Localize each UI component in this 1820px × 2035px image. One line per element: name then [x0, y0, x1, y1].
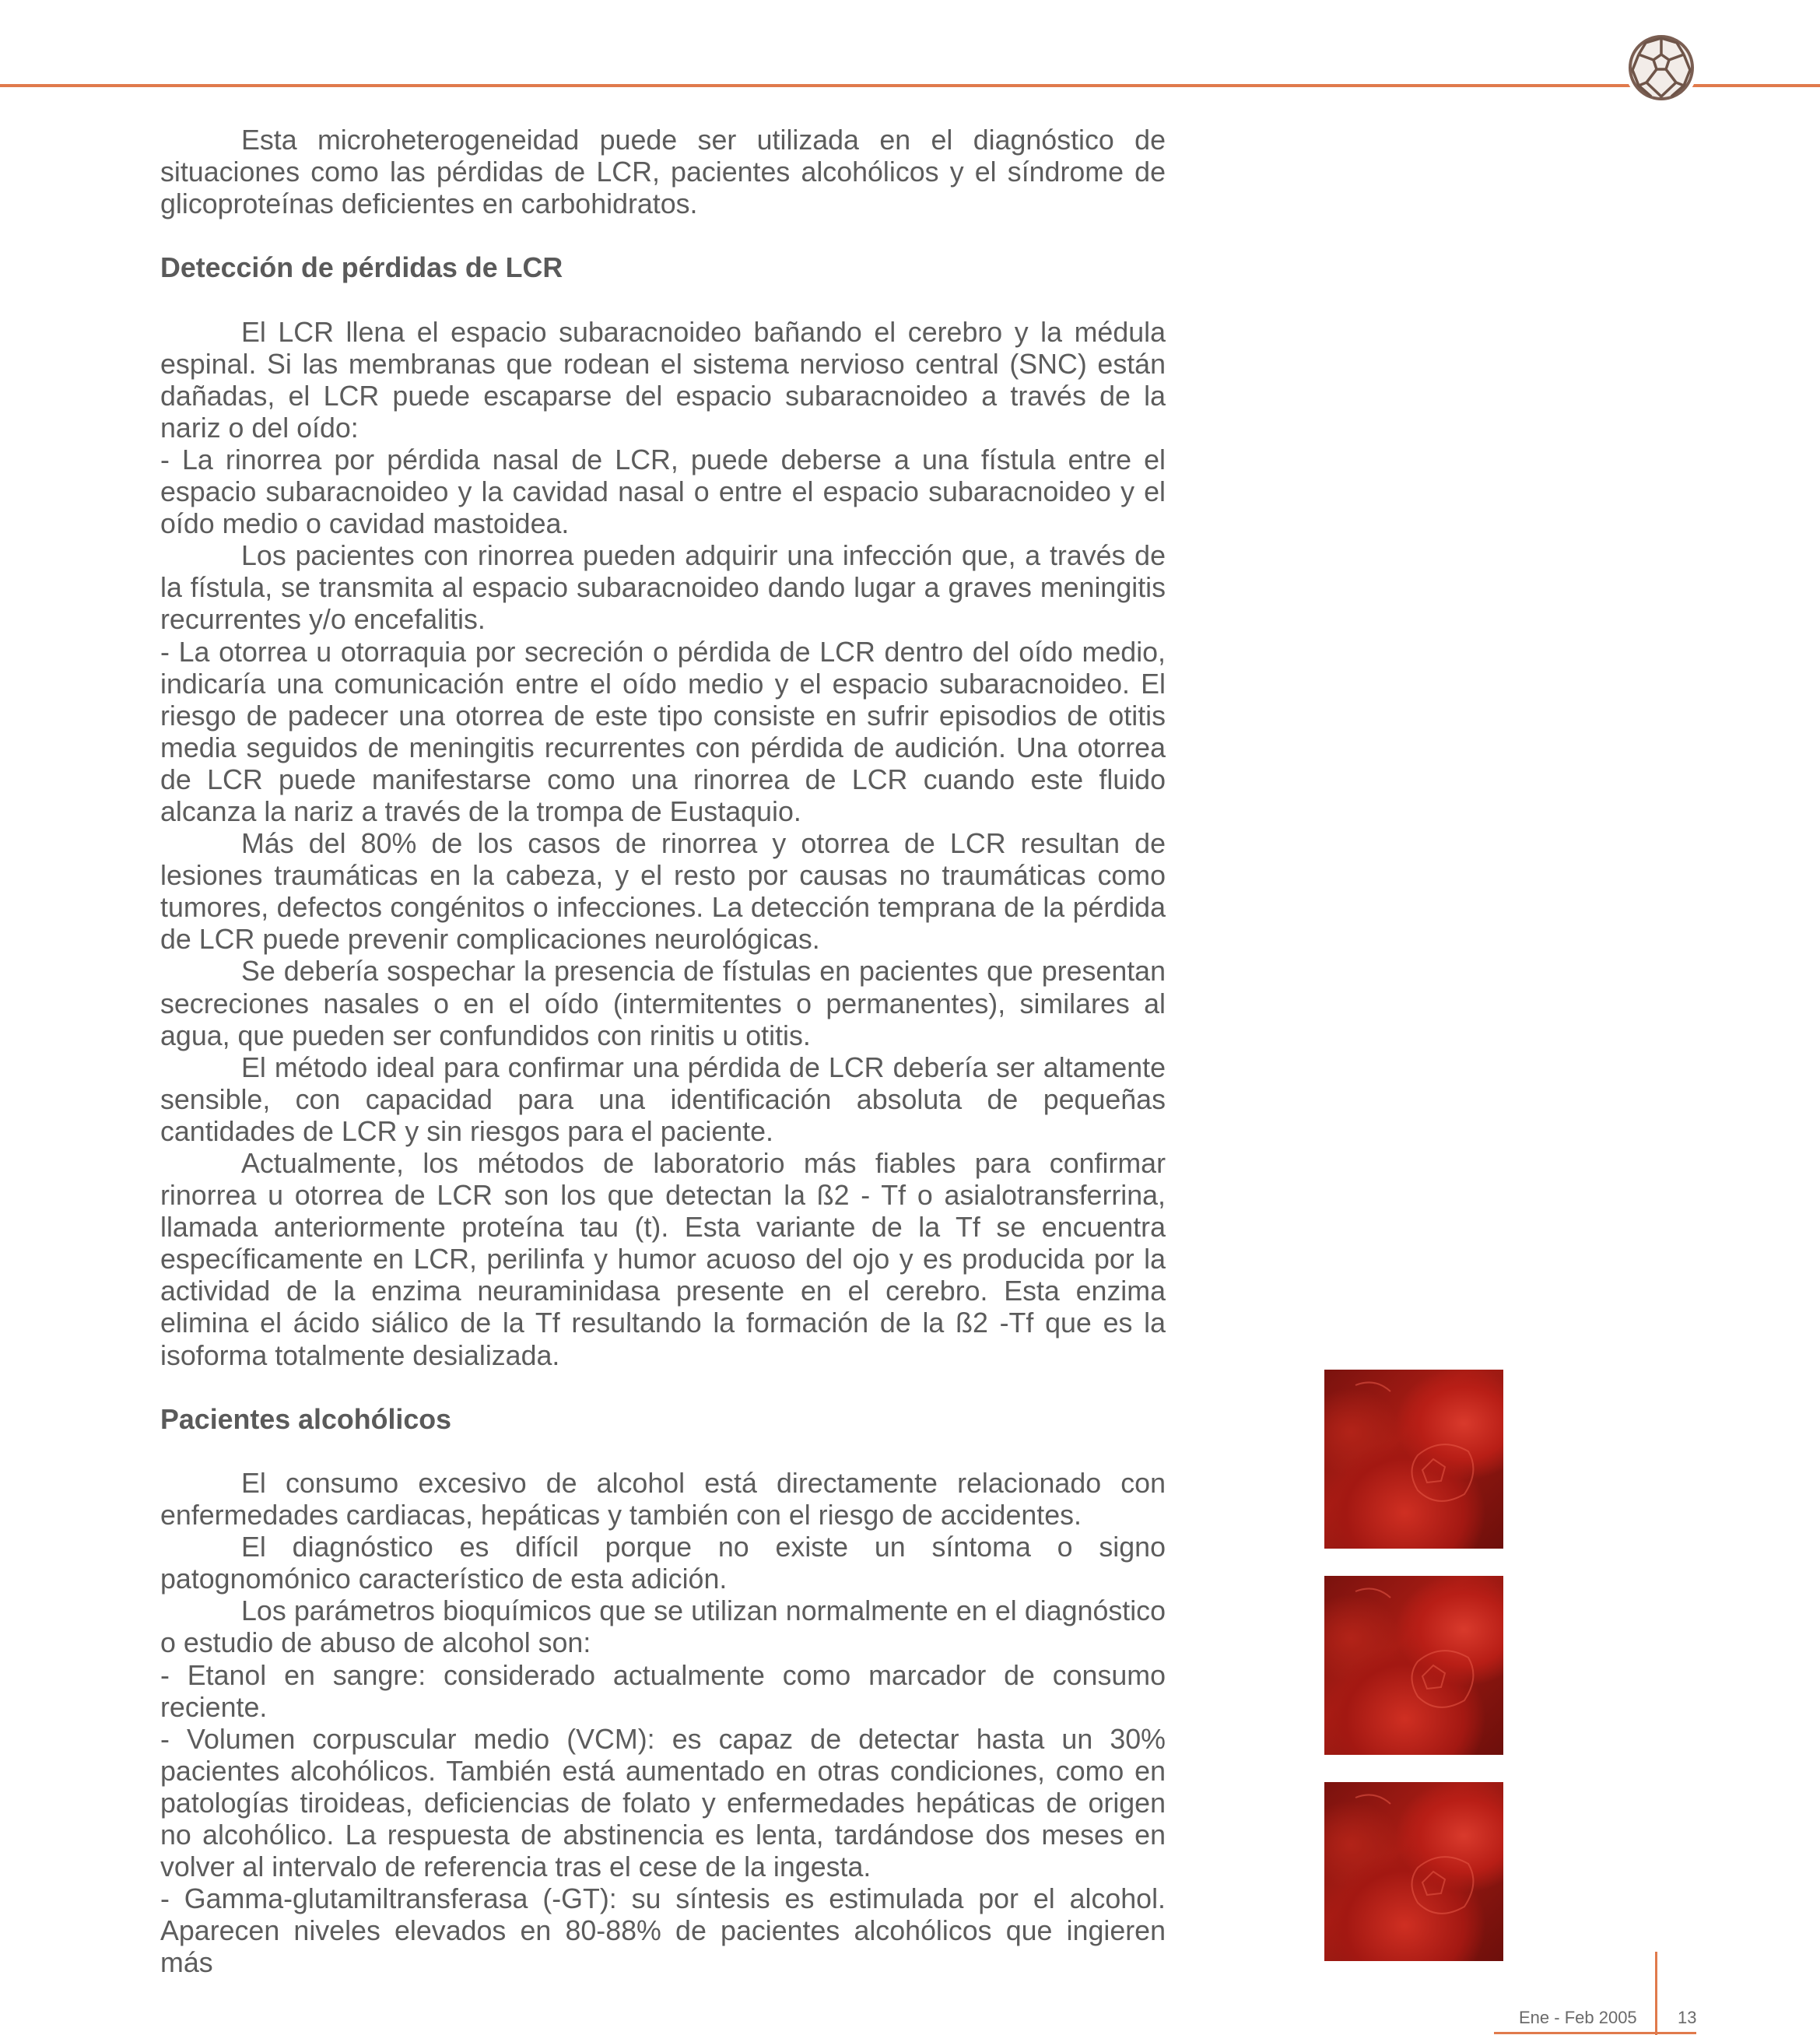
paragraph: Se debería sospechar la presencia de fístulas en pacientes que presentan secreciones nasales o en el oído (intermitentes o permanentes), similares al agua, que pueden ser confundidos con rinitis u otitis. [160, 956, 1166, 1051]
footer-divider [1655, 1952, 1657, 2035]
article-body [160, 125, 1166, 1979]
issue-date: Ene - Feb 2005 [1519, 2008, 1637, 2027]
header-rule [0, 84, 1820, 87]
paragraph: Los parámetros bioquímicos que se utilizan normalmente en el diagnóstico o estudio de abuso de alcohol son: [160, 1595, 1166, 1659]
fullerene-logo-icon [1625, 31, 1698, 104]
paragraph: - Etanol en sangre: considerado actualmente como marcador de consumo reciente. [160, 1659, 1166, 1723]
paragraph: Más del 80% de los casos de rinorrea y otorrea de LCR resultan de lesiones traumáticas en la cabeza, y el resto por causas no traumáticas como tumores, defectos congénitos o infecciones. La detección temprana de la pérdida de LCR puede prevenir complicaciones neurológicas. [160, 828, 1166, 956]
paragraph: El LCR llena el espacio subaracnoideo bañando el cerebro y la médula espinal. Si las membranas que rodean el sistema nervioso central (SNC) están dañadas, el LCR puede escaparse del espacio subaracnoideo a través de la nariz o del oído: [160, 316, 1166, 444]
red-blood-cells-image [1324, 1576, 1503, 1755]
paragraph: - Volumen corpuscular medio (VCM): es capaz de detectar hasta un 30% pacientes alcohólicos. También está aumentado en otras condiciones, como en patologías tiroideas, deficiencias de folato y enfermedades hepáticas de origen no alcohólico. La respuesta de abstinencia es lenta, tardándose dos meses en volver al intervalo de referencia tras el cese de la ingesta. [160, 1723, 1166, 1883]
paragraph: El diagnóstico es difícil porque no existe un síntoma o signo patognomónico característico de esta adición. [160, 1532, 1166, 1595]
section-heading: Pacientes alcohólicos [160, 1403, 452, 1435]
paragraph: Actualmente, los métodos de laboratorio más fiables para confirmar rinorrea u otorrea de LCR son los que detectan la ß2 - Tf o asialotransferrina, llamada anteriormente proteína tau (t). Esta variante de la Tf se encuentra específicamente en LCR, perilinfa y humor acuoso del ojo y es producida por la actividad de la enzima neuraminidasa presente en el cerebro. Esta enzima elimina el ácido siálico de la Tf resultando la formación de la ß2 -Tf que es la isoforma totalmente desializada. [160, 1148, 1166, 1371]
paragraph: Los pacientes con rinorrea pueden adquirir una infección que, a través de la fístula, se transmita al espacio subaracnoideo dando lugar a graves meningitis recurrentes y/o encefalitis. [160, 540, 1166, 636]
paragraph: Esta microheterogeneidad puede ser utilizada en el diagnóstico de situaciones como las pérdidas de LCR, pacientes alcohólicos y el síndrome de glicoproteínas deficientes en carbohidratos. [160, 125, 1166, 220]
section-heading: Detección de pérdidas de LCR [160, 252, 563, 284]
paragraph: El método ideal para confirmar una pérdida de LCR debería ser altamente sensible, con capacidad para una identificación absoluta de pequeñas cantidades de LCR y sin riesgos para el paciente. [160, 1051, 1166, 1147]
paragraph: - La rinorrea por pérdida nasal de LCR, puede deberse a una fístula entre el espacio subaracnoideo y la cavidad nasal o entre el espacio subaracnoideo y el oído medio o cavidad mastoidea. [160, 444, 1166, 540]
red-blood-cells-image [1324, 1782, 1503, 1961]
paragraph: - Gamma-glutamiltransferasa (-GT): su síntesis es estimulada por el alcohol. Aparecen niveles elevados en 80-88% de pacientes alcohólicos que ingieren más [160, 1883, 1166, 1979]
paragraph: El consumo excesivo de alcohol está directamente relacionado con enfermedades cardiacas, hepáticas y también con el riesgo de accidentes. [160, 1467, 1166, 1532]
footer-rule [1494, 2032, 1696, 2034]
page-number: 13 [1678, 2008, 1697, 2027]
paragraph: - La otorrea u otorraquia por secreción o pérdida de LCR dentro del oído medio, indicaría una comunicación entre el oído medio y el espacio subaracnoideo. El riesgo de padecer una otorrea de este tipo consiste en sufrir episodios de otitis media seguidos de meningitis recurrentes con pérdida de audición. Una otorrea de LCR puede manifestarse como una rinorrea de LCR cuando este fluido alcanza la nariz a través de la trompa de Eustaquio. [160, 636, 1166, 827]
red-blood-cells-image [1324, 1370, 1503, 1549]
